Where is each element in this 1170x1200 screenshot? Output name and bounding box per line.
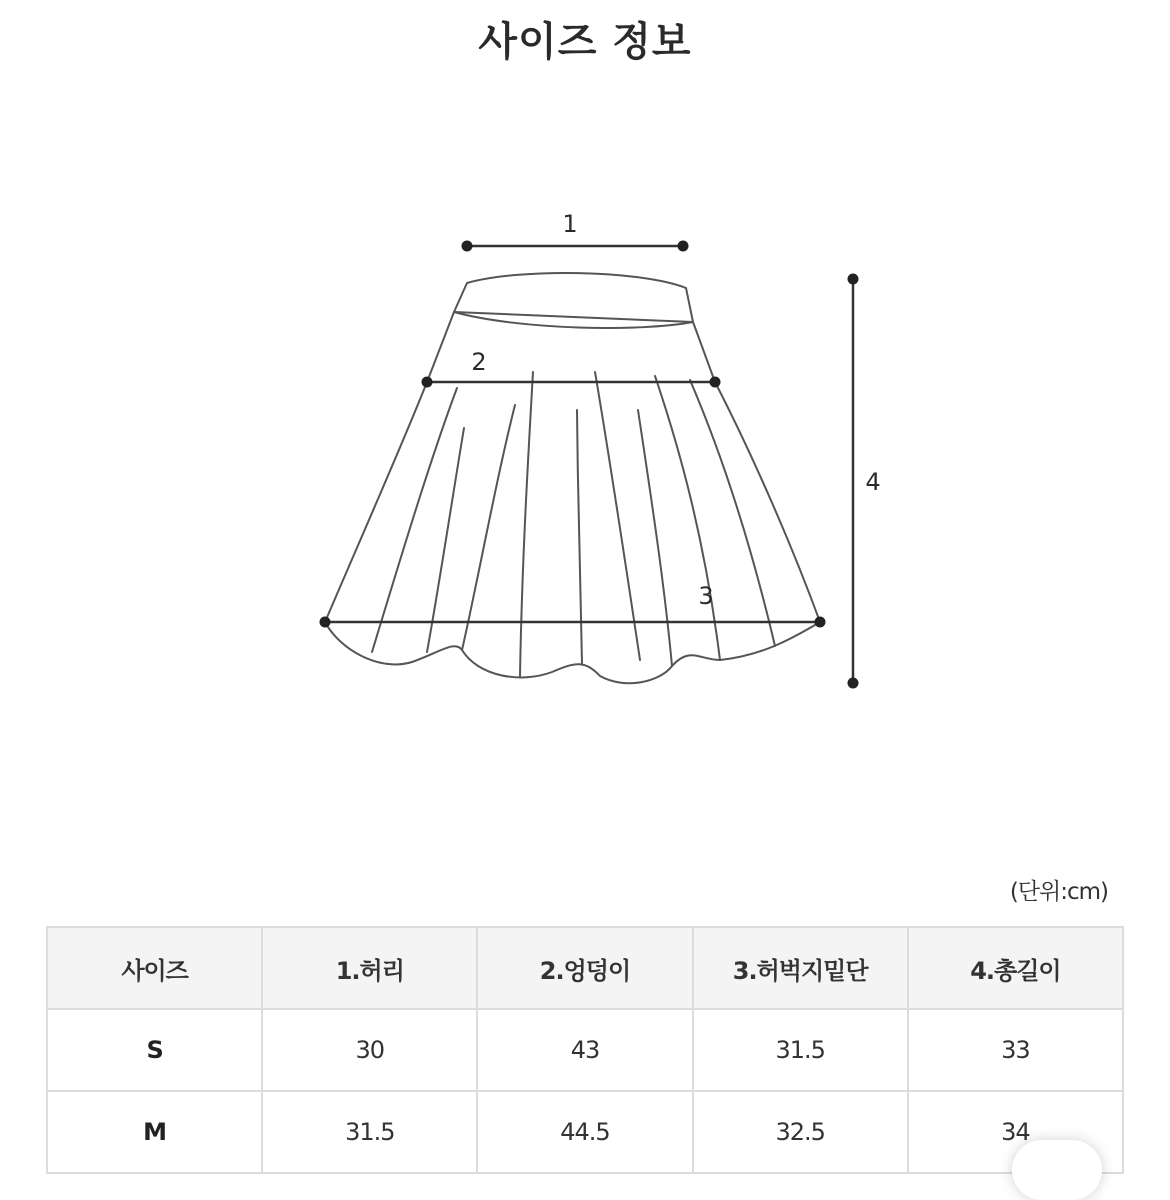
skirt-pleat <box>427 428 464 652</box>
table-cell: 30 <box>262 1009 477 1091</box>
skirt-yoke-left <box>427 312 454 382</box>
table-header: 1.허리 <box>262 927 477 1009</box>
unit-note: (단위:cm) <box>1009 879 1108 905</box>
measure-dot <box>710 377 721 388</box>
skirt-pleat <box>520 372 533 676</box>
measure-dot <box>815 617 826 628</box>
skirt-pleat <box>577 410 582 664</box>
skirt-hem-wave <box>325 622 820 683</box>
measure-dot <box>848 274 859 285</box>
scroll-to-top-button[interactable] <box>1012 1140 1102 1200</box>
table-cell-size: S <box>47 1009 262 1091</box>
measure-dot <box>320 617 331 628</box>
measure-dot <box>848 678 859 689</box>
skirt-pleat <box>655 376 720 660</box>
table-cell: 32.5 <box>693 1091 908 1173</box>
skirt-pleat <box>595 372 640 660</box>
skirt-pleat <box>638 410 672 666</box>
table-header: 2.엉덩이 <box>477 927 692 1009</box>
skirt-pleat <box>462 405 515 650</box>
table-cell: 31.5 <box>262 1091 477 1173</box>
table-header: 4.총길이 <box>908 927 1123 1009</box>
measure-label-hem: 3 <box>698 582 714 610</box>
table-cell: 44.5 <box>477 1091 692 1173</box>
measure-label-waist: 1 <box>562 210 578 238</box>
measure-label-hip: 2 <box>471 348 487 376</box>
table-header: 사이즈 <box>47 927 262 1009</box>
table-header-row <box>47 927 1123 1009</box>
table-cell: 34 <box>908 1091 1123 1173</box>
skirt-side-right <box>715 382 820 622</box>
table-cell: 33 <box>908 1009 1123 1091</box>
table-row <box>47 1091 1123 1173</box>
table-cell: 31.5 <box>693 1009 908 1091</box>
measure-label-length: 4 <box>865 468 881 496</box>
table-row <box>47 1009 1123 1091</box>
skirt-yoke-right <box>693 322 715 382</box>
measure-dot <box>422 377 433 388</box>
skirt-side-left <box>325 382 427 622</box>
measure-dot <box>462 241 473 252</box>
measure-dot <box>678 241 689 252</box>
table-cell: 43 <box>477 1009 692 1091</box>
table-header: 3.허벅지밑단 <box>693 927 908 1009</box>
skirt-pleat <box>372 388 457 652</box>
table-cell-size: M <box>47 1091 262 1173</box>
page-title: 사이즈 정보 <box>478 19 692 65</box>
size-table <box>46 926 1124 1174</box>
